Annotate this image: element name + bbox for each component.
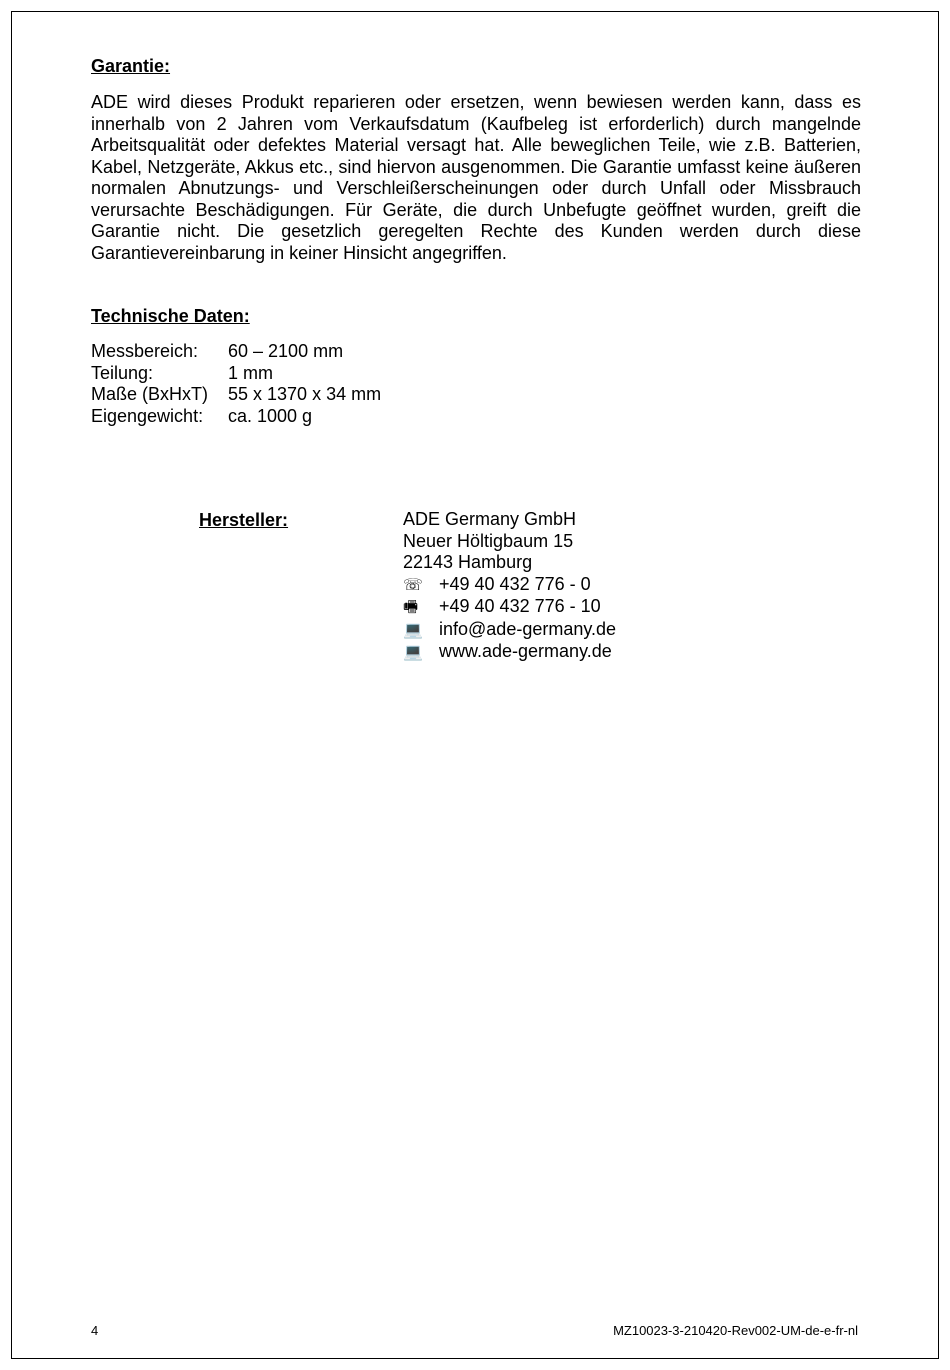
spec-value: 55 x 1370 x 34 mm xyxy=(228,384,382,404)
document-id: MZ10023-3-210420-Rev002-UM-de-e-fr-nl xyxy=(613,1323,858,1338)
spec-value: 1 mm xyxy=(228,362,273,383)
spec-label: Teilung: xyxy=(91,362,154,383)
phone-number: +49 40 432 776 - 0 xyxy=(439,573,591,594)
manufacturer-heading: Hersteller: xyxy=(199,510,289,530)
computer-icon: 💻 xyxy=(403,621,423,639)
spec-label: Eigengewicht: xyxy=(91,405,204,426)
specs-heading: Technische Daten: xyxy=(91,306,250,326)
email-address: info@ade-germany.de xyxy=(439,618,617,639)
computer-icon: 💻 xyxy=(403,644,423,661)
phone-icon: ☏ xyxy=(403,576,424,594)
spec-label: Messbereich: xyxy=(91,341,199,361)
city: 22143 Hamburg xyxy=(403,552,533,572)
website-row xyxy=(403,641,616,664)
manufacturer-address xyxy=(403,509,616,664)
email-row xyxy=(403,619,616,642)
specs-table xyxy=(91,341,381,427)
warranty-text: ADE wird dieses Produkt reparieren oder ersetzen, wenn bewiesen werden kann, dass es innerhalb von 2 Jahren vom Verkaufsdatum (Kaufbeleg ist erforderlich) durch mangelnde Arbeitsqualität oder defektes Material versagt hat. Alle beweglichen Teile, wie z.B. Batterien, Kabel, Netzgeräte, Akkus etc., sind hiervon ausgenommen. Die Garantie umfasst keine äußeren normalen Abnutzungs- und Verschleißerscheinungen oder durch Unfall oder Missbrauch verursachte Beschädigungen. Für Geräte, die durch Unbefugte geöffnet wurden, greift die Garantie nicht. Die gesetzlich geregelten Rechte des Kunden werden durch diese Garantievereinbarung in keiner Hinsicht angegriffen. xyxy=(91,92,861,263)
phone-row xyxy=(403,574,616,597)
street-address: Neuer Höltigbaum 15 xyxy=(403,530,574,551)
spec-row xyxy=(91,341,381,363)
warranty-heading: Garantie: xyxy=(91,56,171,76)
website-url: www.ade-germany.de xyxy=(439,641,612,661)
spec-row xyxy=(91,363,381,385)
spec-row xyxy=(91,406,381,428)
fax-number: +49 40 432 776 - 10 xyxy=(439,596,601,616)
fax-row xyxy=(403,596,616,619)
spec-row xyxy=(91,384,381,406)
page-number: 4 xyxy=(91,1323,99,1338)
spec-value: 60 – 2100 mm xyxy=(228,341,344,361)
company-name: ADE Germany GmbH xyxy=(403,509,577,529)
spec-label: Maße (BxHxT) xyxy=(91,384,208,404)
fax-icon: 🖷 xyxy=(403,599,419,616)
spec-value: ca. 1000 g xyxy=(228,405,313,426)
